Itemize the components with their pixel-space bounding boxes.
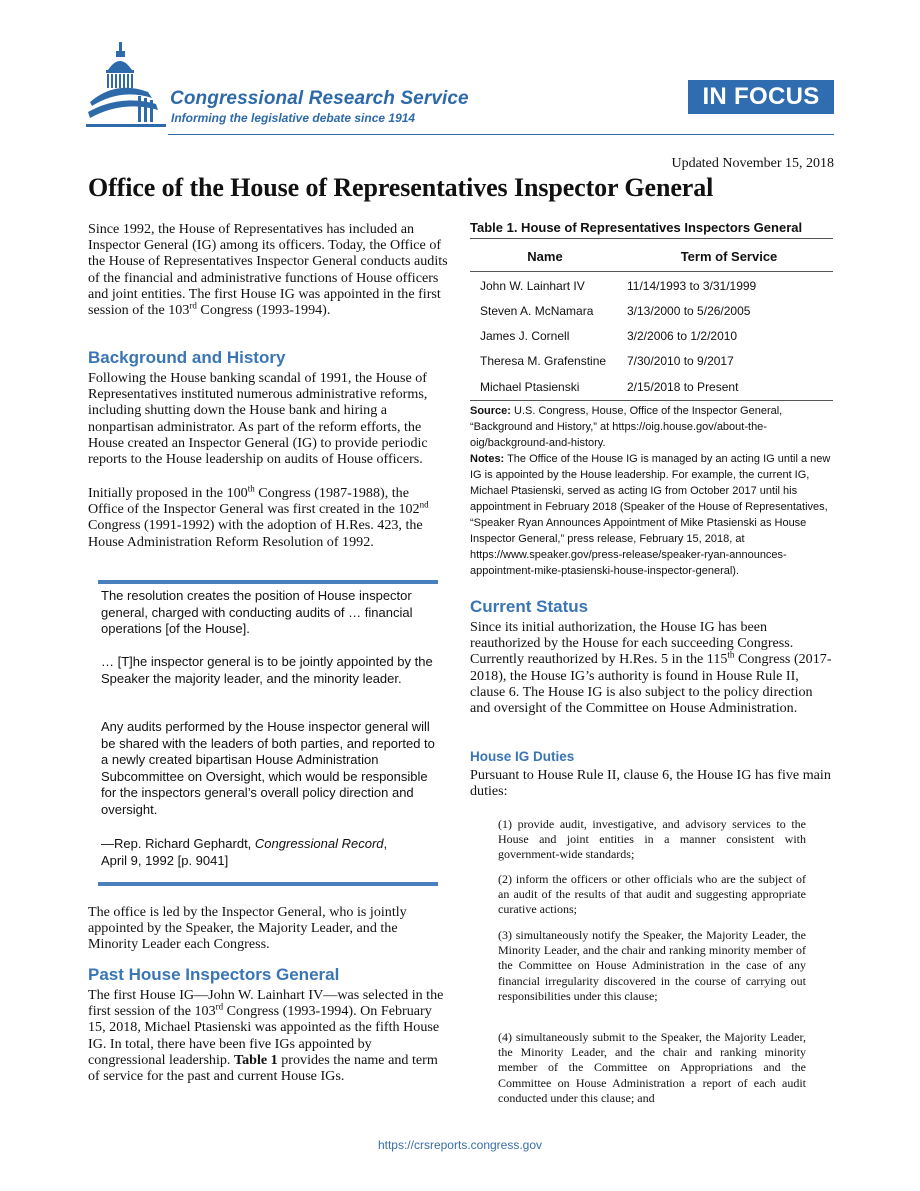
- quote-paragraph-3: Any audits performed by the House inspector general will be shared with the leaders of both parties, and reported to a newly created bipartisan House Administration Subcommittee on Oversight, which would be responsible for the inspectors general’s overall policy direction and oversight.: [101, 719, 435, 817]
- duty-item: (4) simultaneously submit to the Speaker, the Majority Leader, the Minority Leader, and the chair and ranking minority member of the Committee on Appropriations and the Committee on House Administration a report of each audit conducted under this clause; and: [498, 1030, 806, 1105]
- quote-paragraph-2: … [T]he inspector general is to be jointly appointed by the Speaker the majority leader, and the minority leader.: [101, 654, 433, 686]
- capitol-dome-logo-icon: [86, 40, 166, 130]
- table-cell-term: 3/2/2006 to 1/2/2010: [627, 329, 738, 343]
- current-status-heading: Current Status: [470, 597, 589, 616]
- page-title: Office of the House of Representatives Inspector General: [88, 173, 714, 202]
- table-caption: Table 1. House of Representatives Inspectors General: [470, 220, 803, 235]
- table-notes: Source: U.S. Congress, House, Office of the Inspector General, “Background and History,” at https://oig.house.gov/about-the-oig/background-and-history. Notes: The Office of the House IG is managed by an acting IG until a new IG is appointed by the House leadership. For example, the current IG, Michael Ptasienski, served as acting IG from October 2017 until his appointment in February 2018 (Speaker of the House of Representatives, “Speaker Ryan Announces Appointment of Mike Ptasienski as House Inspector General,” press release, February 15, 2018, at https://www.speaker.gov/press-release/speaker-ryan-announces-appointment-mike-ptasienski-house-inspector-general).: [470, 405, 831, 577]
- duty-item: (2) inform the officers or other officials who are the subject of an audit of the results of that audit and suggesting appropriate curative actions;: [498, 872, 806, 917]
- duty-item: (1) provide audit, investigative, and advisory services to the House and joint entities in a manner consistent with government-wide standards;: [498, 817, 806, 862]
- table-cell-name: Theresa M. Grafenstine: [480, 354, 607, 368]
- table-row: [470, 329, 833, 354]
- updated-date: Updated November 15, 2018: [671, 156, 834, 171]
- quote-box-bottom-rule: [98, 882, 438, 886]
- header-divider: [168, 134, 834, 135]
- footer-url-link[interactable]: https://crsreports.congress.gov: [377, 1138, 543, 1152]
- office-paragraph: The office is led by the Inspector General, who is jointly appointed by the Speaker, the Majority Leader, and the Minority Leader each Congress.: [88, 904, 407, 953]
- past-igs-paragraph: The first House IG—John W. Lainhart IV—was selected in the first session of the 103rd Congress (1993-1994). On February 15, 2018, Michael Ptasienski was appointed as the fifth House IG. In total, there have been five IGs appointed by congressional leadership. Table 1 provides the name and term of service for the past and current House IGs.: [88, 987, 444, 1085]
- background-paragraph-1: Following the House banking scandal of 1991, the House of Representatives instituted numerous administrative reforms, including shutting down the House bank and hiring a nonpartisan administrator. As part of the reform efforts, the House created an Inspector General (IG) to provide periodic reports to the House leadership on audits of House officers.: [88, 370, 428, 468]
- in-focus-badge: IN FOCUS: [688, 80, 834, 114]
- table-header-term: Term of Service: [680, 249, 778, 264]
- intro-paragraph: Since 1992, the House of Representatives has included an Inspector General (IG) among its officers. Today, the Office of the House of Representatives Inspector General conducts audits of the financial and administrative functions of House officers and joint entities. The first House IG was appointed in the first session of the 103rd Congress (1993-1994).: [88, 221, 448, 319]
- table-row: [470, 304, 833, 329]
- table-cell-name: James J. Cornell: [480, 329, 570, 343]
- table-row: [470, 380, 833, 405]
- table-header-name: Name: [527, 249, 563, 264]
- table-header-rule: [470, 271, 833, 272]
- table-cell-name: John W. Lainhart IV: [480, 279, 585, 293]
- background-paragraph-2: Initially proposed in the 100th Congress (1987-1988), the Office of the Inspector General was first created in the 102nd Congress (1991-1992) with the adoption of H.Res. 423, the House Administration Reform Resolution of 1992.: [88, 483, 429, 550]
- table-cell-term: 3/13/2000 to 5/26/2005: [627, 304, 751, 318]
- table-cell-term: 11/14/1993 to 3/31/1999: [627, 279, 757, 293]
- org-name: Congressional Research Service: [170, 88, 469, 109]
- past-igs-heading: Past House Inspectors General: [88, 965, 340, 984]
- background-heading: Background and History: [88, 348, 286, 367]
- quote-attribution: —Rep. Richard Gephardt, Congressional Record, April 9, 1992 [p. 9041]: [101, 836, 388, 868]
- table-cell-name: Steven A. McNamara: [480, 304, 594, 318]
- current-status-paragraph: Since its initial authorization, the House IG has been reauthorized by the House for each succeeding Congress. Currently reauthorized by H.Res. 5 in the 115th Congress (2017-2018), the House IG’s authority is found in House Rule II, clause 6. The House IG is also subject to the policy direction and oversight of the Committee on House Administration.: [470, 619, 832, 717]
- org-tagline: Informing the legislative debate since 1914: [171, 111, 416, 125]
- table-cell-term: 7/30/2010 to 9/2017: [627, 354, 734, 368]
- table-top-rule: [470, 238, 833, 239]
- table-cell-term: 2/15/2018 to Present: [627, 380, 739, 394]
- duties-intro: Pursuant to House Rule II, clause 6, the House IG has five main duties:: [470, 767, 831, 800]
- quote-paragraph-1: The resolution creates the position of House inspector general, charged with conducting audits of … financial operations [of the House].: [101, 588, 413, 636]
- table-row: [470, 279, 833, 304]
- quote-box-top-rule: [98, 580, 438, 584]
- table-bottom-rule: [470, 400, 833, 401]
- table-row: [470, 354, 833, 379]
- table-cell-name: Michael Ptasienski: [480, 380, 580, 394]
- duties-heading: House IG Duties: [470, 749, 575, 764]
- duty-item: (3) simultaneously notify the Speaker, the Majority Leader, the Minority Leader, and the chair and ranking minority member of the Committee on House Administration in the case of any financial irregularity discovered in the course of carrying out responsibilities under this clause;: [498, 928, 806, 1003]
